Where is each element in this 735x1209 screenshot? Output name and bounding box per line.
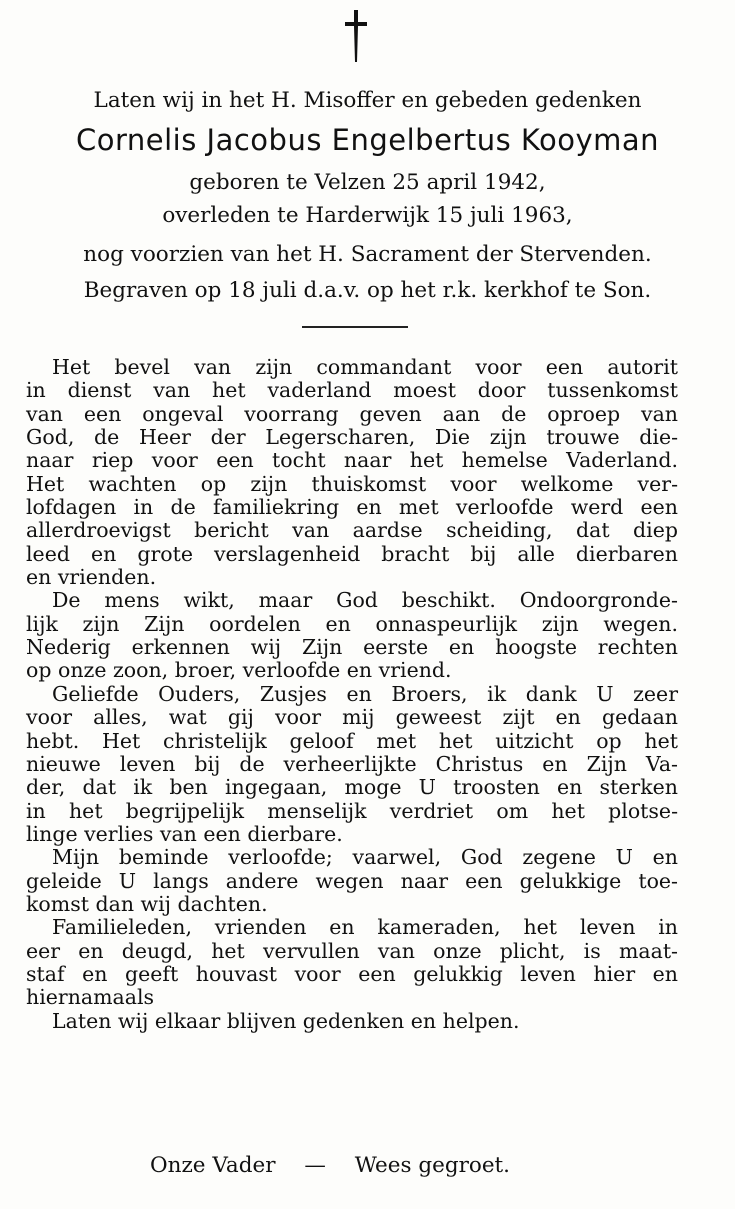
body-line: der, dat ik ben ingegaan, moge U troosten en sterken (26, 775, 678, 800)
death-line: overleden te Harderwijk 15 juli 1963, (162, 203, 573, 228)
body-line: van een ongeval voorrang geven aan de oproep van (26, 401, 678, 426)
birth-line: geboren te Velzen 25 april 1942, (189, 170, 546, 195)
body-text (26, 356, 678, 1033)
cross-icon (336, 8, 376, 64)
body-line: geleide U langs andere wegen naar een gelukkige toe- (26, 868, 678, 893)
body-line: Het wachten op zijn thuiskomst voor welkome ver- (26, 471, 678, 496)
body-line: Geliefde Ouders, Zusjes en Broers, ik dank U zeer (52, 681, 678, 706)
body-line: Familieleden, vrienden en kameraden, het leven in (52, 915, 678, 940)
body-line: voor alles, wat gij voor mij geweest zijt en gedaan (26, 705, 678, 730)
body-line: en vrienden. (26, 565, 157, 590)
body-line: op onze zoon, broer, verloofde en vriend. (26, 658, 452, 683)
body-line: linge verlies van een dierbare. (26, 821, 343, 846)
prayer-our-father: Onze Vader (150, 1153, 276, 1178)
body-line: God, de Heer der Legerscharen, Die zijn trouwe die- (26, 425, 678, 450)
body-line: Mijn beminde verloofde; vaarwel, God zegene U en (52, 845, 678, 870)
intro-line: Laten wij in het H. Misoffer en gebeden gedenken (93, 88, 642, 113)
burial-line: Begraven op 18 juli d.a.v. op het r.k. kerkhof te Son. (83, 278, 652, 303)
body-line: in dienst van het vaderland moest door tussenkomst (26, 378, 678, 403)
body-line: leed en grote verslagenheid bracht bij alle dierbaren (26, 541, 678, 566)
body-line: hebt. Het christelijk geloof met het uitzicht op het (26, 728, 678, 753)
body-line: allerdroevigst bericht van aardse scheiding, dat diep (26, 518, 678, 543)
body-line: nieuwe leven bij de verheerlijkte Christus en Zijn Va- (26, 751, 678, 776)
sacrament-line: nog voorzien van het H. Sacrament der Stervenden. (83, 242, 652, 267)
dash-separator: — (304, 1153, 326, 1178)
body-line: Het bevel van zijn commandant voor een autorit (52, 355, 678, 379)
body-line: komst dan wij dachten. (26, 891, 268, 916)
body-line: in het begrijpelijk menselijk verdriet om het plotse- (26, 798, 678, 823)
body-line: eer en deugd, het vervullen van onze plicht, is maat- (26, 938, 678, 963)
body-line: hiernamaals (26, 985, 155, 1010)
body-line: staf en geeft houvast voor een gelukkig leven hier en (26, 961, 678, 986)
prayer-hail-mary: Wees gegroet. (354, 1153, 511, 1178)
body-line: Nederig erkennen wij Zijn eerste en hoogste rechten (26, 635, 678, 660)
closing-prayers (150, 1153, 550, 1178)
body-line: lofdagen in de familiekring en met verloofde werd een (26, 495, 678, 520)
body-line: naar riep voor een tocht naar het hemelse Vaderland. (26, 448, 678, 473)
deceased-name: Cornelis Jacobus Engelbertus Kooyman (75, 123, 660, 157)
body-line: lijk zijn Zijn oordelen en onnaspeurlijk zijn wegen. (26, 611, 678, 636)
body-line: Laten wij elkaar blijven gedenken en helpen. (52, 1008, 520, 1033)
divider (302, 326, 408, 328)
body-line: De mens wikt, maar God beschikt. Ondoorgronde- (52, 588, 678, 613)
